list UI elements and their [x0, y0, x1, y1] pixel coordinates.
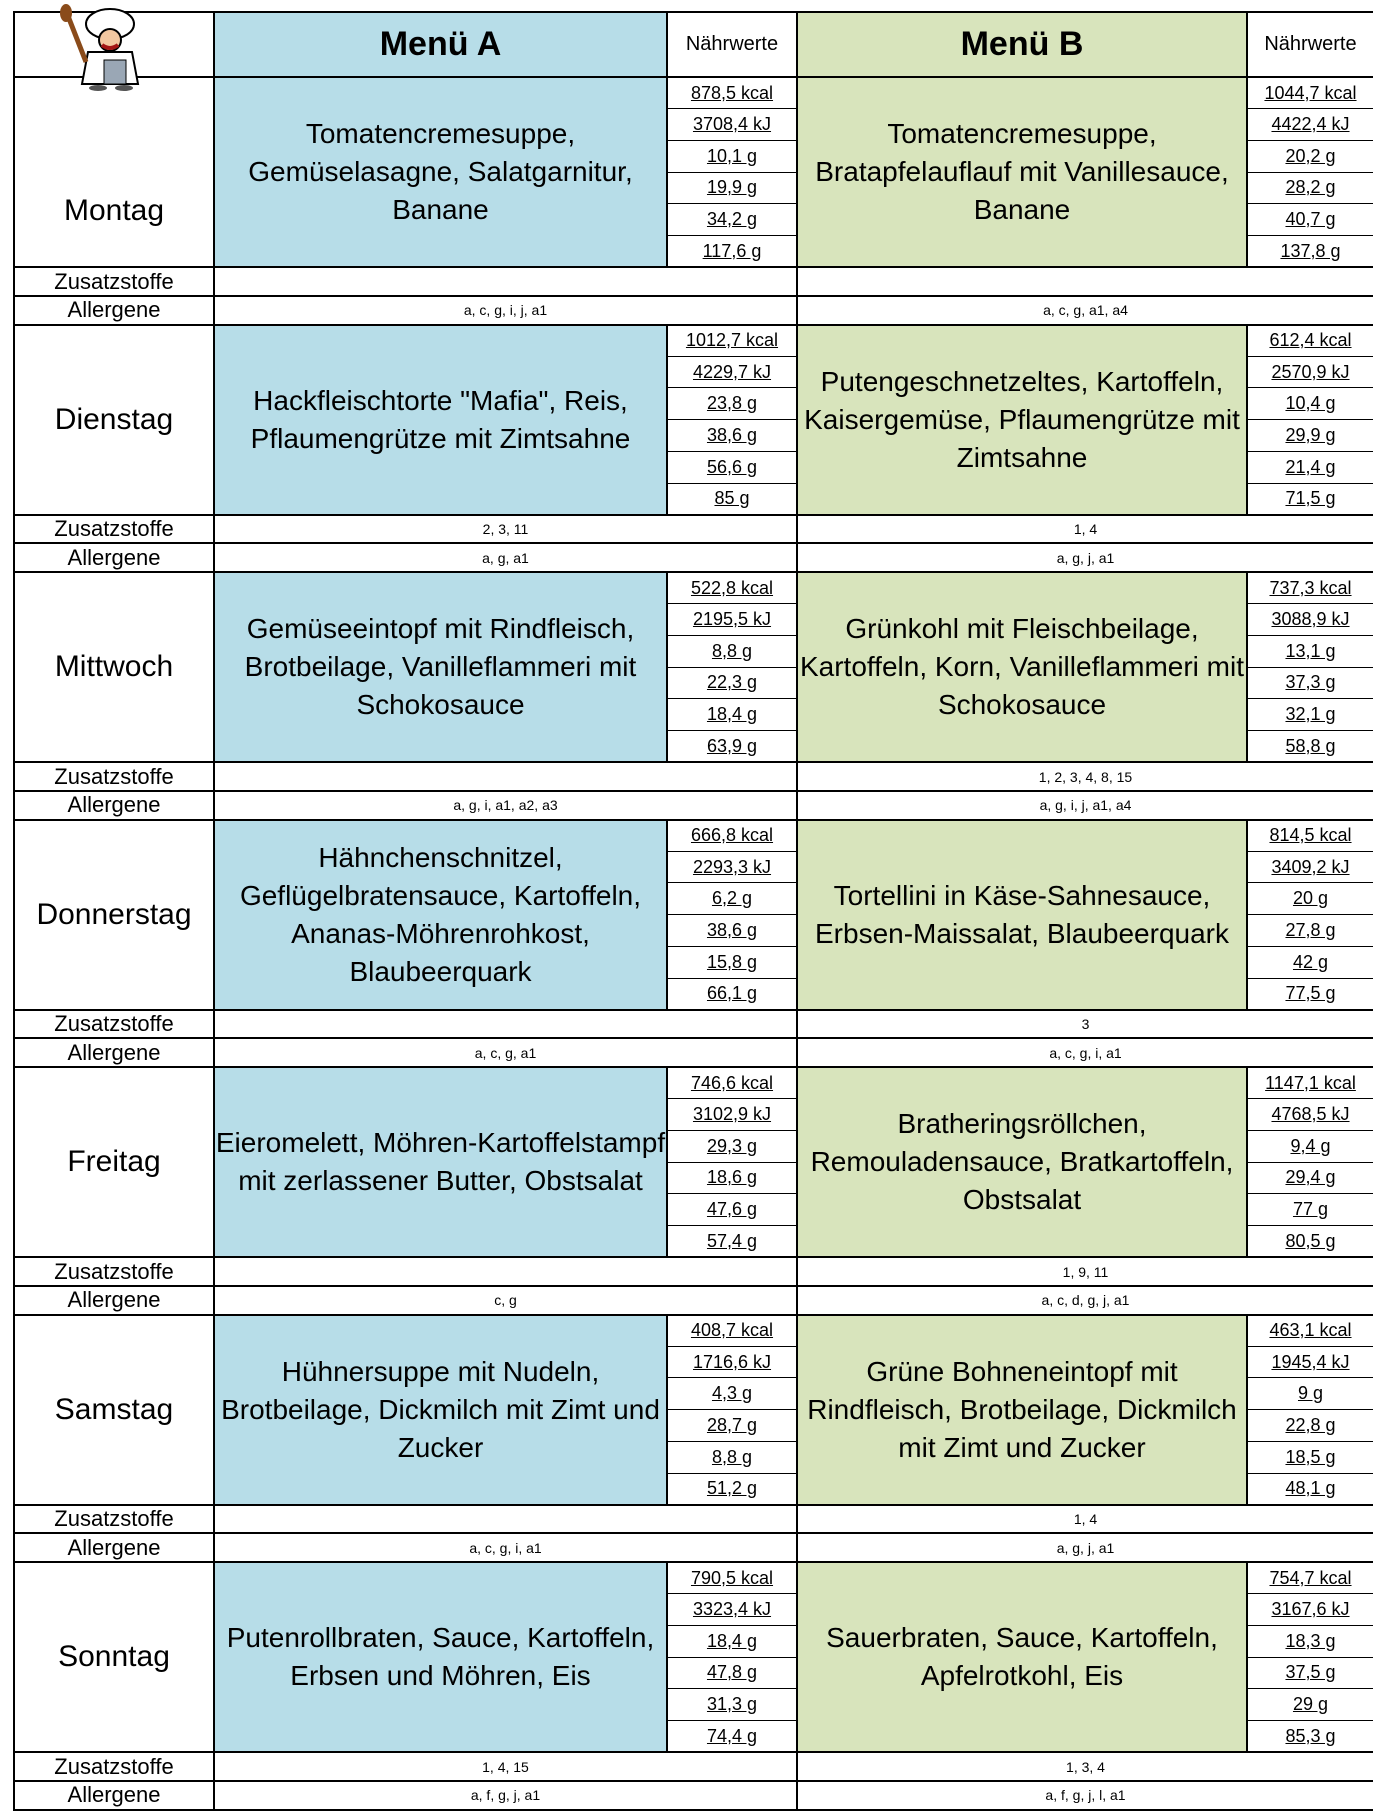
nutrient-value: 38,6 g: [706, 919, 758, 940]
nutrient-value: 463,1 kcal: [1269, 1320, 1352, 1341]
menu-a-nutrient-cell: [667, 1346, 797, 1378]
menu-b-zusatzstoffe: 1, 4: [797, 1505, 1373, 1534]
menu-b-zusatzstoffe: 1, 4: [797, 515, 1373, 544]
menu-b-nutrient-cell: [1247, 1162, 1373, 1194]
menu-b-nutrient-cell: [1247, 1625, 1373, 1657]
menu-b-nutrient-cell: [1247, 635, 1373, 667]
zusatzstoffe-label: Zusatzstoffe: [14, 267, 214, 296]
menu-a-nutrient-cell: [667, 420, 797, 452]
menu-b-nutrient-cell: [1247, 883, 1373, 915]
weekly-menu-table: [13, 11, 1373, 1811]
menu-b-nutrient-cell: [1247, 325, 1373, 357]
allergene-label: Allergene: [14, 1038, 214, 1067]
allergene-label: Allergene: [14, 1781, 214, 1810]
nutrient-row: [14, 1067, 1373, 1099]
menu-a-allergene: c, g: [214, 1286, 797, 1315]
nutrient-value: 56,6 g: [706, 456, 758, 477]
zusatzstoffe-row: [14, 1257, 1373, 1286]
nutrient-value: 18,6 g: [706, 1167, 758, 1188]
allergene-label: Allergene: [14, 296, 214, 325]
nutrient-value: 117,6 g: [702, 240, 762, 261]
nutrient-value: 29,4 g: [1285, 1167, 1336, 1188]
menu-a-dish: Hähnchenschnitzel, Geflügelbratensauce, Kartoffeln, Ananas-Möhrenrohkost, Blaubeerquark: [214, 820, 667, 1010]
menu-a-naehrwerte-header: Nährwerte: [667, 12, 797, 77]
nutrient-value: 74,4 g: [706, 1725, 758, 1746]
menu-b-nutrient-cell: [1247, 820, 1373, 852]
nutrient-value: 1147,1 kcal: [1265, 1072, 1356, 1093]
menu-b-nutrient-cell: [1247, 731, 1373, 763]
nutrient-value: 42 g: [1292, 951, 1329, 972]
menu-b-nutrient-cell: [1247, 604, 1373, 636]
menu-a-nutrient-cell: [667, 77, 797, 109]
nutrient-value: 80,5 g: [1285, 1230, 1336, 1251]
nutrient-value: 47,8 g: [706, 1662, 758, 1683]
menu-b-dish: Bratheringsröllchen, Remouladensauce, Bratkartoffeln, Obstsalat: [797, 1067, 1247, 1257]
menu-a-nutrient-cell: [667, 1625, 797, 1657]
nutrient-value: 878,5 kcal: [690, 82, 774, 103]
zusatzstoffe-label: Zusatzstoffe: [14, 1010, 214, 1039]
nutrient-row: [14, 325, 1373, 357]
menu-b-nutrient-cell: [1247, 1657, 1373, 1689]
menu-b-nutrient-cell: [1247, 140, 1373, 172]
nutrient-value: 1945,4 kJ: [1271, 1351, 1350, 1372]
menu-b-nutrient-cell: [1247, 483, 1373, 515]
menu-a-allergene: a, g, a1: [214, 543, 797, 572]
menu-b-nutrient-cell: [1247, 1226, 1373, 1258]
nutrient-value: 58,8 g: [1285, 735, 1336, 756]
nutrient-value: 15,8 g: [706, 951, 758, 972]
nutrient-value: 408,7 kcal: [690, 1320, 774, 1341]
nutrient-value: 37,3 g: [1285, 672, 1336, 693]
allergene-label: Allergene: [14, 543, 214, 572]
allergene-label: Allergene: [14, 791, 214, 820]
menu-a-zusatzstoffe: [214, 267, 797, 296]
menu-b-nutrient-cell: [1247, 451, 1373, 483]
menu-b-nutrient-cell: [1247, 109, 1373, 141]
menu-b-nutrient-cell: [1247, 1689, 1373, 1721]
zusatzstoffe-row: [14, 515, 1373, 544]
menu-b-dish: Grüne Bohneneintopf mit Rindfleisch, Brotbeilage, Dickmilch mit Zimt und Zucker: [797, 1315, 1247, 1505]
menu-a-nutrient-cell: [667, 388, 797, 420]
menu-b-zusatzstoffe: 1, 9, 11: [797, 1257, 1373, 1286]
menu-a-nutrient-cell: [667, 699, 797, 731]
nutrient-value: 8,8 g: [711, 1446, 753, 1467]
menu-a-nutrient-cell: [667, 356, 797, 388]
day-label: Samstag: [14, 1315, 214, 1505]
menu-a-dish: Tomatencremesuppe, Gemüselasagne, Salatgarnitur, Banane: [214, 77, 667, 267]
menu-b-nutrient-cell: [1247, 851, 1373, 883]
menu-a-nutrient-cell: [667, 1441, 797, 1473]
menu-a-nutrient-cell: [667, 1226, 797, 1258]
menu-b-allergene: a, c, g, a1, a4: [797, 296, 1373, 325]
menu-b-allergene: a, g, j, a1: [797, 543, 1373, 572]
nutrient-value: 27,8 g: [1285, 919, 1336, 940]
menu-a-nutrient-cell: [667, 1162, 797, 1194]
menu-b-nutrient-cell: [1247, 1721, 1373, 1753]
menu-a-nutrient-cell: [667, 978, 797, 1010]
menu-b-nutrient-cell: [1247, 978, 1373, 1010]
menu-b-nutrient-cell: [1247, 1594, 1373, 1626]
nutrient-value: 31,3 g: [706, 1694, 758, 1715]
menu-a-allergene: a, c, g, a1: [214, 1038, 797, 1067]
menu-a-dish: Eieromelett, Möhren-Kartoffelstampf mit zerlassener Butter, Obstsalat: [214, 1067, 667, 1257]
menu-a-zusatzstoffe: [214, 1010, 797, 1039]
nutrient-value: 522,8 kcal: [690, 577, 774, 598]
day-label: [14, 77, 214, 267]
nutrient-value: 32,1 g: [1285, 704, 1336, 725]
menu-a-allergene: a, c, g, i, j, a1: [214, 296, 797, 325]
menu-b-dish: Tortellini in Käse-Sahnesauce, Erbsen-Maissalat, Blaubeerquark: [797, 820, 1247, 1010]
nutrient-value: 63,9 g: [706, 735, 758, 756]
nutrient-value: 29,3 g: [706, 1135, 758, 1156]
nutrient-value: 57,4 g: [706, 1230, 758, 1251]
nutrient-value: 10,4 g: [1285, 393, 1336, 414]
menu-a-allergene: a, f, g, j, a1: [214, 1781, 797, 1810]
header-row: [14, 12, 1373, 77]
nutrient-value: 137,8 g: [1280, 240, 1341, 261]
nutrient-value: 48,1 g: [1285, 1478, 1336, 1499]
menu-a-zusatzstoffe: [214, 762, 797, 791]
nutrient-value: 40,7 g: [1285, 209, 1336, 230]
menu-b-header: Menü B: [797, 12, 1247, 77]
menu-b-nutrient-cell: [1247, 1130, 1373, 1162]
allergene-row: [14, 1781, 1373, 1810]
menu-b-allergene: a, c, d, g, j, a1: [797, 1286, 1373, 1315]
menu-b-dish: Grünkohl mit Fleischbeilage, Kartoffeln, Korn, Vanilleflammeri mit Schokosauce: [797, 572, 1247, 762]
menu-b-nutrient-cell: [1247, 572, 1373, 604]
menu-b-zusatzstoffe: [797, 267, 1373, 296]
menu-a-nutrient-cell: [667, 883, 797, 915]
allergene-row: [14, 1038, 1373, 1067]
nutrient-value: 4229,7 kJ: [692, 361, 772, 382]
nutrient-value: 3409,2 kJ: [1271, 856, 1350, 877]
zusatzstoffe-row: [14, 762, 1373, 791]
menu-b-nutrient-cell: [1247, 667, 1373, 699]
nutrient-value: 19,9 g: [706, 177, 758, 198]
menu-a-nutrient-cell: [667, 1315, 797, 1347]
menu-a-nutrient-cell: [667, 915, 797, 947]
nutrient-row: [14, 1315, 1373, 1347]
nutrient-value: 3167,6 kJ: [1271, 1599, 1350, 1620]
menu-b-nutrient-cell: [1247, 77, 1373, 109]
nutrient-value: 8,8 g: [711, 640, 753, 661]
nutrient-value: 85 g: [714, 488, 750, 509]
nutrient-value: 51,2 g: [706, 1478, 758, 1499]
menu-b-nutrient-cell: [1247, 1346, 1373, 1378]
nutrient-value: 10,1 g: [706, 145, 758, 166]
menu-a-nutrient-cell: [667, 1721, 797, 1753]
nutrient-row: [14, 572, 1373, 604]
nutrient-row: [14, 820, 1373, 852]
menu-a-nutrient-cell: [667, 667, 797, 699]
menu-b-dish: Sauerbraten, Sauce, Kartoffeln, Apfelrotkohl, Eis: [797, 1562, 1247, 1752]
nutrient-value: 18,3 g: [1285, 1630, 1336, 1651]
menu-b-nutrient-cell: [1247, 1562, 1373, 1594]
menu-b-dish: Putengeschnetzeltes, Kartoffeln, Kaisergemüse, Pflaumengrütze mit Zimtsahne: [797, 325, 1247, 515]
menu-a-nutrient-cell: [667, 483, 797, 515]
nutrient-value: 3708,4 kJ: [692, 114, 772, 135]
menu-a-nutrient-cell: [667, 1099, 797, 1131]
menu-a-nutrient-cell: [667, 1657, 797, 1689]
day-label: Mittwoch: [14, 572, 214, 762]
nutrient-value: 4768,5 kJ: [1271, 1104, 1350, 1125]
nutrient-value: 790,5 kcal: [690, 1567, 774, 1588]
menu-a-nutrient-cell: [667, 1689, 797, 1721]
menu-a-zusatzstoffe: 2, 3, 11: [214, 515, 797, 544]
zusatzstoffe-row: [14, 267, 1373, 296]
menu-a-nutrient-cell: [667, 572, 797, 604]
zusatzstoffe-label: Zusatzstoffe: [14, 1257, 214, 1286]
menu-a-header: Menü A: [214, 12, 667, 77]
nutrient-value: 18,4 g: [706, 1630, 758, 1651]
nutrient-value: 1716,6 kJ: [692, 1351, 772, 1372]
menu-b-allergene: a, g, i, j, a1, a4: [797, 791, 1373, 820]
menu-a-nutrient-cell: [667, 820, 797, 852]
day-label-text: Montag: [63, 194, 165, 228]
nutrient-value: 18,5 g: [1285, 1446, 1336, 1467]
nutrient-value: 37,5 g: [1285, 1662, 1336, 1683]
allergene-row: [14, 543, 1373, 572]
nutrient-value: 22,3 g: [706, 672, 758, 693]
day-label: Dienstag: [14, 325, 214, 515]
menu-b-nutrient-cell: [1247, 699, 1373, 731]
nutrient-value: 28,7 g: [706, 1414, 758, 1435]
menu-a-zusatzstoffe: [214, 1505, 797, 1534]
menu-a-allergene: a, g, i, a1, a2, a3: [214, 791, 797, 820]
menu-a-nutrient-cell: [667, 325, 797, 357]
nutrient-value: 754,7 kcal: [1269, 1567, 1352, 1588]
menu-b-nutrient-cell: [1247, 1099, 1373, 1131]
nutrient-value: 3102,9 kJ: [692, 1104, 772, 1125]
menu-b-allergene: a, f, g, j, l, a1: [797, 1781, 1373, 1810]
nutrient-value: 9,4 g: [1290, 1135, 1331, 1156]
nutrient-value: 47,6 g: [706, 1199, 758, 1220]
nutrient-value: 6,2 g: [711, 888, 753, 909]
menu-a-nutrient-cell: [667, 635, 797, 667]
nutrient-value: 20 g: [1292, 888, 1329, 909]
menu-a-nutrient-cell: [667, 1410, 797, 1442]
menu-a-nutrient-cell: [667, 731, 797, 763]
menu-b-allergene: a, c, g, i, a1: [797, 1038, 1373, 1067]
nutrient-row: [14, 1562, 1373, 1594]
nutrient-value: 77,5 g: [1285, 983, 1336, 1004]
allergene-label: Allergene: [14, 1533, 214, 1562]
day-label: Donnerstag: [14, 820, 214, 1010]
nutrient-value: 3088,9 kJ: [1271, 609, 1350, 630]
nutrient-value: 2570,9 kJ: [1271, 361, 1350, 382]
menu-b-nutrient-cell: [1247, 356, 1373, 388]
zusatzstoffe-label: Zusatzstoffe: [14, 515, 214, 544]
nutrient-value: 29 g: [1292, 1694, 1329, 1715]
menu-a-nutrient-cell: [667, 109, 797, 141]
menu-a-nutrient-cell: [667, 1473, 797, 1505]
nutrient-row: [14, 77, 1373, 109]
menu-b-nutrient-cell: [1247, 388, 1373, 420]
nutrient-value: 2195,5 kJ: [692, 609, 772, 630]
nutrient-value: 21,4 g: [1285, 456, 1336, 477]
menu-b-nutrient-cell: [1247, 1441, 1373, 1473]
allergene-label: Allergene: [14, 1286, 214, 1315]
nutrient-value: 2293,3 kJ: [692, 856, 772, 877]
menu-b-zusatzstoffe: 1, 3, 4: [797, 1752, 1373, 1781]
menu-a-nutrient-cell: [667, 140, 797, 172]
menu-b-allergene: a, g, j, a1: [797, 1533, 1373, 1562]
menu-b-naehrwerte-header: Nährwerte: [1247, 12, 1373, 77]
nutrient-value: 38,6 g: [706, 424, 758, 445]
allergene-row: [14, 1533, 1373, 1562]
menu-a-zusatzstoffe: 1, 4, 15: [214, 1752, 797, 1781]
zusatzstoffe-row: [14, 1505, 1373, 1534]
menu-a-nutrient-cell: [667, 604, 797, 636]
menu-a-nutrient-cell: [667, 851, 797, 883]
nutrient-value: 1044,7 kcal: [1264, 82, 1357, 103]
zusatzstoffe-label: Zusatzstoffe: [14, 1752, 214, 1781]
nutrient-value: 22,8 g: [1285, 1414, 1336, 1435]
menu-a-nutrient-cell: [667, 1378, 797, 1410]
nutrient-value: 71,5 g: [1285, 488, 1336, 509]
zusatzstoffe-row: [14, 1752, 1373, 1781]
menu-a-nutrient-cell: [667, 172, 797, 204]
day-label: Freitag: [14, 1067, 214, 1257]
zusatzstoffe-label: Zusatzstoffe: [14, 762, 214, 791]
menu-b-nutrient-cell: [1247, 172, 1373, 204]
menu-b-nutrient-cell: [1247, 1378, 1373, 1410]
nutrient-value: 612,4 kcal: [1269, 330, 1352, 351]
menu-b-nutrient-cell: [1247, 1473, 1373, 1505]
menu-a-dish: Gemüseeintopf mit Rindfleisch, Brotbeilage, Vanilleflammeri mit Schokosauce: [214, 572, 667, 762]
nutrient-value: 13,1 g: [1285, 640, 1336, 661]
nutrient-value: 746,6 kcal: [690, 1072, 774, 1093]
menu-a-allergene: a, c, g, i, a1: [214, 1533, 797, 1562]
menu-a-nutrient-cell: [667, 946, 797, 978]
menu-b-nutrient-cell: [1247, 420, 1373, 452]
nutrient-value: 3323,4 kJ: [692, 1599, 772, 1620]
menu-b-dish: Tomatencremesuppe, Bratapfelauflauf mit Vanillesauce, Banane: [797, 77, 1247, 267]
nutrient-value: 4,3 g: [711, 1383, 753, 1404]
menu-b-nutrient-cell: [1247, 236, 1373, 268]
menu-a-nutrient-cell: [667, 1067, 797, 1099]
nutrient-value: 66,1 g: [706, 983, 758, 1004]
zusatzstoffe-label: Zusatzstoffe: [14, 1505, 214, 1534]
nutrient-value: 34,2 g: [706, 209, 758, 230]
menu-a-dish: Hackfleischtorte "Mafia", Reis, Pflaumengrütze mit Zimtsahne: [214, 325, 667, 515]
menu-b-nutrient-cell: [1247, 1194, 1373, 1226]
menu-b-nutrient-cell: [1247, 204, 1373, 236]
menu-a-nutrient-cell: [667, 1594, 797, 1626]
zusatzstoffe-row: [14, 1010, 1373, 1039]
menu-a-nutrient-cell: [667, 451, 797, 483]
menu-a-nutrient-cell: [667, 236, 797, 268]
day-label: Sonntag: [14, 1562, 214, 1752]
nutrient-value: 20,2 g: [1285, 145, 1336, 166]
nutrient-value: 85,3 g: [1285, 1725, 1336, 1746]
nutrient-value: 4422,4 kJ: [1271, 114, 1350, 135]
menu-b-nutrient-cell: [1247, 1410, 1373, 1442]
nutrient-value: 77 g: [1292, 1199, 1329, 1220]
chef-icon: [28, 4, 178, 92]
allergene-row: [14, 1286, 1373, 1315]
nutrient-value: 18,4 g: [706, 704, 758, 725]
nutrient-value: 666,8 kcal: [690, 825, 774, 846]
menu-b-zusatzstoffe: 1, 2, 3, 4, 8, 15: [797, 762, 1373, 791]
allergene-row: [14, 791, 1373, 820]
menu-b-zusatzstoffe: 3: [797, 1010, 1373, 1039]
menu-b-nutrient-cell: [1247, 1067, 1373, 1099]
menu-a-nutrient-cell: [667, 1562, 797, 1594]
menu-a-dish: Hühnersuppe mit Nudeln, Brotbeilage, Dickmilch mit Zimt und Zucker: [214, 1315, 667, 1505]
menu-a-dish: Putenrollbraten, Sauce, Kartoffeln, Erbsen und Möhren, Eis: [214, 1562, 667, 1752]
nutrient-value: 29,9 g: [1285, 424, 1336, 445]
nutrient-value: 1012,7 kcal: [685, 330, 779, 351]
nutrient-value: 28,2 g: [1285, 177, 1336, 198]
nutrient-value: 9 g: [1297, 1383, 1324, 1404]
menu-a-nutrient-cell: [667, 1130, 797, 1162]
nutrient-value: 814,5 kcal: [1269, 825, 1352, 846]
menu-b-nutrient-cell: [1247, 915, 1373, 947]
menu-b-nutrient-cell: [1247, 1315, 1373, 1347]
menu-b-nutrient-cell: [1247, 946, 1373, 978]
menu-a-nutrient-cell: [667, 1194, 797, 1226]
menu-a-zusatzstoffe: [214, 1257, 797, 1286]
allergene-row: [14, 296, 1373, 325]
nutrient-value: 23,8 g: [706, 393, 758, 414]
menu-a-nutrient-cell: [667, 204, 797, 236]
nutrient-value: 737,3 kcal: [1269, 577, 1352, 598]
